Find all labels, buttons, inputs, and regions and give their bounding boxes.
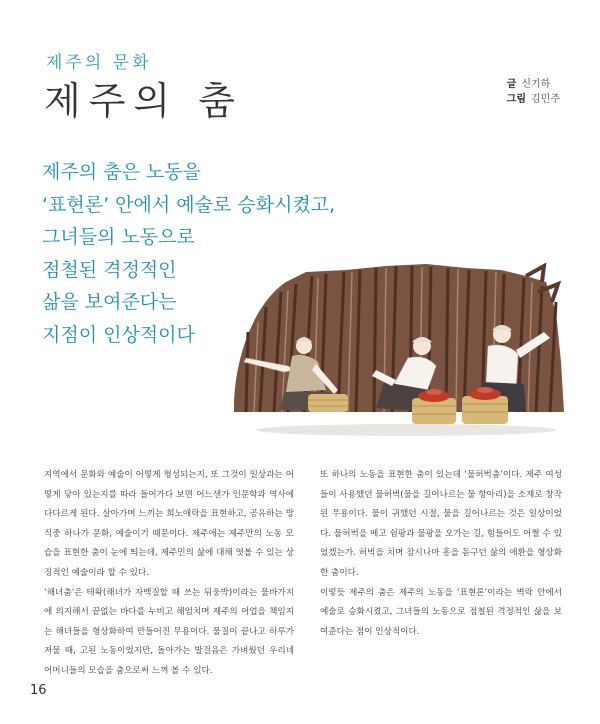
- pull-quote-line: 제주의 춤은 노동을: [42, 161, 201, 183]
- body-paragraph: 이렇듯 제주의 춤은 제주의 노동을 ‘표현론’이라는 벽락 안에서 예술로 승화시켰고, 그녀들의 노동으로 점철된 격정적인 삶을 보여준다는 점이 인상적이다.: [320, 587, 562, 637]
- page-title: 제주의 춤: [44, 79, 243, 123]
- pull-quote-line: 그녀들의 노동으로: [42, 226, 195, 248]
- credits: [507, 77, 560, 107]
- body-paragraph: 지역에서 문화와 예술이 어떻게 형성되는지, 또 그것이 일상과는 어떻게 닿아 있는지를 따라 들어가다 보면 어느샌가 인문학과 역사에 다다르게 된다. 살아가며 느끼는 희노애락을 표현하고, 공유하는 방식중 하나가 문화, 예술이기 때문이다. 제주에는 제주만의 노동 모습을 표현한 춤이 눈에 띄는데, 제주민의 삶에 대해 엿볼 수 있는 상징적인 예술이라 할 수 있다.: [44, 470, 294, 578]
- page-number: 16: [30, 683, 47, 698]
- writer-name: 신기하: [521, 79, 551, 90]
- illustrator-credit: [507, 92, 560, 107]
- illustrator-role: 그림: [506, 94, 527, 105]
- illustrator-name: 김민주: [531, 94, 560, 105]
- body-paragraph: ‘해녀춤’은 테왁(해녀가 자맥질할 때 쓰는 뒤웅박)이라는 물바가지에 의지해서 끝없는 바다를 누비고 해엄치며 제주의 어업을 책임지는 해녀들을 형상화하여 만들어진 무용이다. 물질이 끝나고 하루가 저물 때, 고된 노동이었지만, 돌아가는 발걸음은 가벼웠던 우리네 어머니들의 모습을 춤으로써 느껴 볼 수 있다.: [44, 587, 294, 676]
- writer-credit: [507, 77, 560, 92]
- dancers-illustration: [226, 262, 576, 442]
- body-column-right: [320, 466, 562, 642]
- body-column-left: [44, 466, 294, 682]
- pull-quote-line: 지점이 인상적이다: [42, 323, 195, 346]
- pull-quote-line: 점철된 격정적인: [42, 258, 177, 281]
- section-label: 제주의 문화: [46, 53, 152, 73]
- pull-quote-line: ‘표현론’ 안에서 예술로 승화시켰고,: [42, 193, 336, 216]
- body-paragraph: 또 하나의 노동을 표현한 춤이 있는데 ‘물허벅춤’이다. 제주 여성들이 사용했던 물허벅(물을 길어나르는 물 항아리)을 소재로 창작된 무용이다. 물이 귀했던 시절, 물을 길어나르는 것은 일상이었다. 물허벅을 메고 쉼팡과 물팡을 오가는 길, 힘들어도 어쩔 수 있었겠는가. 허벅을 치며 잠시나마 흥을 돋구던 삶의 애환을 형상화한 춤이다.: [320, 470, 562, 578]
- writer-role: 글: [506, 79, 517, 90]
- pull-quote-line: 삶을 보여준다는: [42, 291, 177, 313]
